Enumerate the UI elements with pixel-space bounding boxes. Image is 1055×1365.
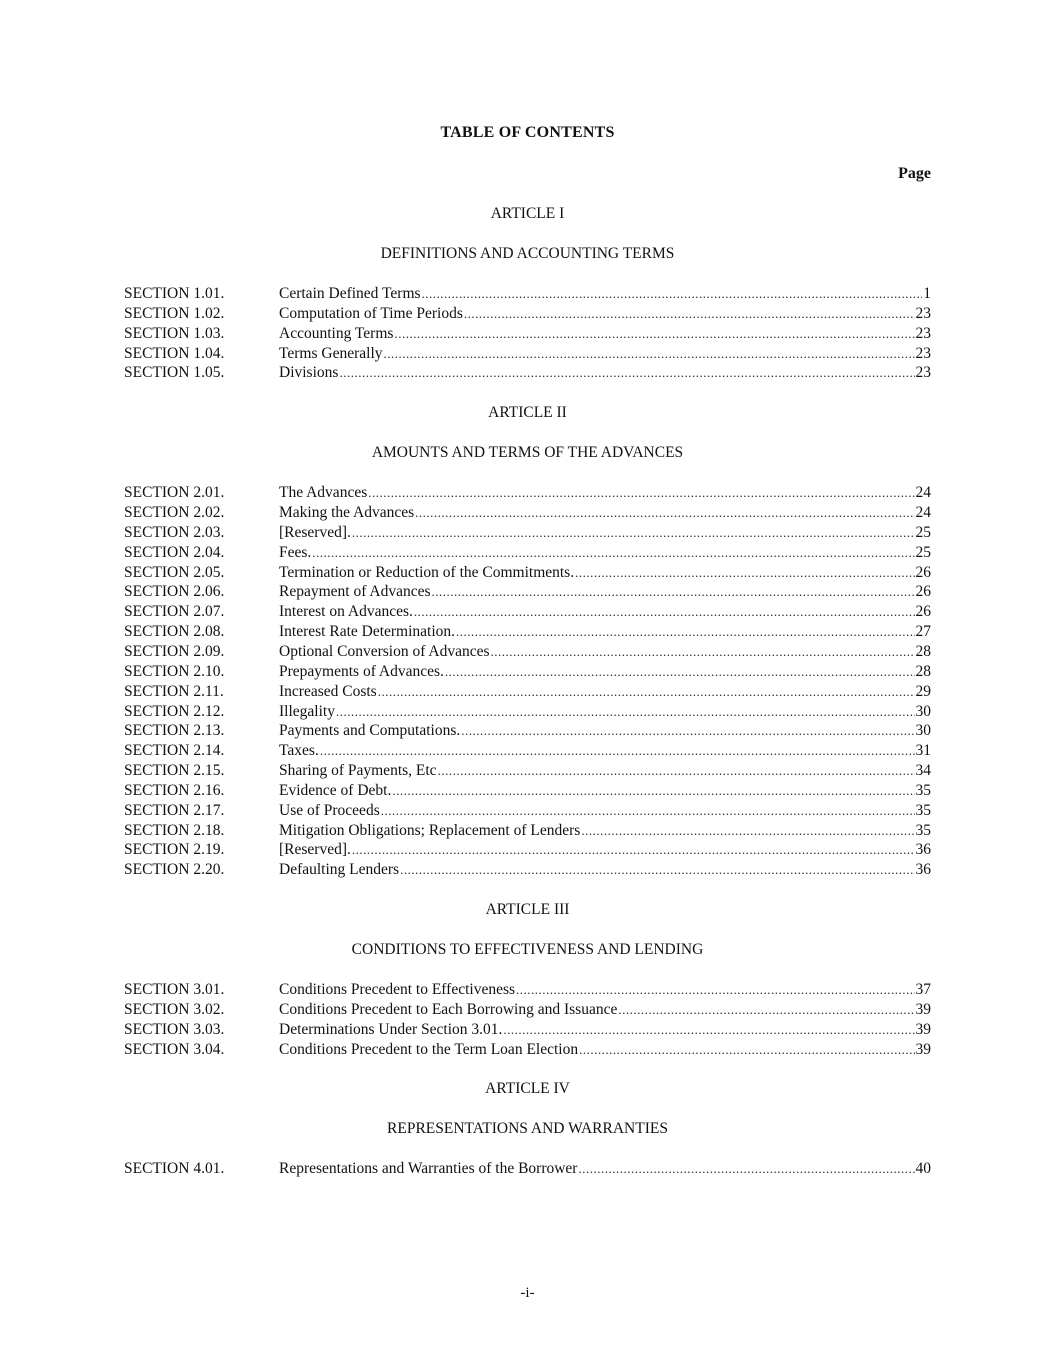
section-number: SECTION 2.17. xyxy=(124,801,225,819)
section-list xyxy=(124,1159,931,1179)
toc-entry[interactable] xyxy=(124,523,931,543)
section-title: Conditions Precedent to Each Borrowing and Issuance xyxy=(279,1000,618,1018)
dot-leader xyxy=(618,1000,914,1020)
toc-entry[interactable] xyxy=(124,344,931,364)
dot-leader xyxy=(368,483,914,503)
section-page-number: 35 xyxy=(915,801,931,819)
section-number: SECTION 4.01. xyxy=(124,1160,225,1178)
toc-title: TABLE OF CONTENTS xyxy=(440,124,615,141)
toc-entry[interactable] xyxy=(124,363,931,383)
section-page-number: 26 xyxy=(915,603,931,621)
section-title: Representations and Warranties of the Borrower xyxy=(279,1160,578,1178)
section-title: Payments and Computations. xyxy=(279,722,461,740)
section-number: SECTION 2.13. xyxy=(124,722,225,740)
toc-entry[interactable] xyxy=(124,860,931,880)
toc-article xyxy=(124,403,931,880)
section-page-number: 29 xyxy=(915,682,931,700)
toc-entry[interactable] xyxy=(124,781,931,801)
section-page-number: 36 xyxy=(915,841,931,859)
section-number: SECTION 2.19. xyxy=(124,841,225,859)
section-page-number: 24 xyxy=(915,504,931,522)
dot-leader xyxy=(400,860,914,880)
article-heading: ARTICLE I xyxy=(490,205,565,222)
section-number: SECTION 3.01. xyxy=(124,981,225,999)
dot-leader xyxy=(415,503,914,523)
section-page-number: 25 xyxy=(915,523,931,541)
section-page-number: 37 xyxy=(915,981,931,999)
section-page-number: 23 xyxy=(915,344,931,362)
section-number: SECTION 2.20. xyxy=(124,861,225,879)
toc-entry[interactable] xyxy=(124,801,931,821)
section-title: Increased Costs xyxy=(279,682,377,700)
section-number: SECTION 3.02. xyxy=(124,1000,225,1018)
toc-content xyxy=(124,204,931,1199)
dot-leader xyxy=(384,344,915,364)
section-title: Interest Rate Determination. xyxy=(279,623,456,641)
dot-leader xyxy=(432,582,915,602)
section-number: SECTION 1.02. xyxy=(124,304,225,322)
section-title: Repayment of Advances xyxy=(279,583,431,601)
toc-entry[interactable] xyxy=(124,602,931,622)
section-number: SECTION 1.05. xyxy=(124,364,225,382)
section-number: SECTION 1.03. xyxy=(124,324,225,342)
section-title: Accounting Terms xyxy=(279,324,394,342)
dot-leader xyxy=(352,840,915,860)
section-page-number: 36 xyxy=(915,861,931,879)
section-title: Computation of Time Periods xyxy=(279,304,463,322)
toc-entry[interactable] xyxy=(124,503,931,523)
toc-entry[interactable] xyxy=(124,821,931,841)
section-title: Optional Conversion of Advances xyxy=(279,642,490,660)
section-page-number: 1 xyxy=(923,285,931,302)
section-title: Illegality xyxy=(279,702,335,720)
dot-leader xyxy=(312,543,914,563)
section-title: Termination or Reduction of the Commitments. xyxy=(279,563,575,581)
section-number: SECTION 1.01. xyxy=(124,285,225,302)
toc-entry[interactable] xyxy=(124,304,931,324)
toc-article xyxy=(124,1079,931,1179)
section-title: The Advances xyxy=(279,484,368,502)
section-page-number: 30 xyxy=(915,702,931,720)
dot-leader xyxy=(414,602,915,622)
section-list xyxy=(124,284,931,383)
section-page-number: 40 xyxy=(915,1160,931,1178)
toc-entry[interactable] xyxy=(124,622,931,642)
section-number: SECTION 3.04. xyxy=(124,1040,225,1058)
dot-leader xyxy=(320,741,915,761)
section-number: SECTION 2.04. xyxy=(124,543,225,561)
section-list xyxy=(124,980,931,1059)
dot-leader xyxy=(394,324,914,344)
article-title: REPRESENTATIONS AND WARRANTIES xyxy=(387,1120,668,1138)
article-title: DEFINITIONS AND ACCOUNTING TERMS xyxy=(380,245,675,262)
dot-leader xyxy=(392,781,914,801)
dot-leader xyxy=(445,662,915,682)
dot-leader xyxy=(491,642,915,662)
section-page-number: 25 xyxy=(915,543,931,561)
toc-entry[interactable] xyxy=(124,543,931,563)
dot-leader xyxy=(381,801,915,821)
article-heading: ARTICLE IV xyxy=(485,1080,570,1098)
section-page-number: 27 xyxy=(915,623,931,641)
toc-entry[interactable] xyxy=(124,1040,931,1060)
toc-entry[interactable] xyxy=(124,1000,931,1020)
dot-leader xyxy=(438,761,915,781)
section-number: SECTION 3.03. xyxy=(124,1020,225,1038)
article-heading: ARTICLE II xyxy=(488,404,567,422)
section-number: SECTION 2.14. xyxy=(124,742,225,760)
section-page-number: 23 xyxy=(915,304,931,322)
article-title: CONDITIONS TO EFFECTIVENESS AND LENDING xyxy=(351,941,704,959)
dot-leader xyxy=(578,1159,914,1179)
section-page-number: 35 xyxy=(915,821,931,839)
toc-article xyxy=(124,900,931,1059)
article-title: AMOUNTS AND TERMS OF THE ADVANCES xyxy=(371,444,684,462)
section-title: Mitigation Obligations; Replacement of Lenders xyxy=(279,821,581,839)
toc-entry[interactable] xyxy=(124,702,931,722)
dot-leader xyxy=(503,1020,914,1040)
section-title: [Reserved]. xyxy=(279,841,351,859)
toc-entry[interactable] xyxy=(124,682,931,702)
toc-article xyxy=(124,204,931,383)
section-number: SECTION 2.05. xyxy=(124,563,225,581)
section-title: Determinations Under Section 3.01. xyxy=(279,1020,503,1038)
section-number: SECTION 2.08. xyxy=(124,623,225,641)
section-title: Taxes. xyxy=(279,742,319,760)
dot-leader xyxy=(352,523,915,543)
section-page-number: 35 xyxy=(915,781,931,799)
toc-entry[interactable] xyxy=(124,582,931,602)
section-page-number: 26 xyxy=(915,563,931,581)
section-number: SECTION 2.15. xyxy=(124,762,225,780)
toc-entry[interactable] xyxy=(124,642,931,662)
section-page-number: 30 xyxy=(915,722,931,740)
dot-leader xyxy=(336,702,915,722)
section-page-number: 26 xyxy=(915,583,931,601)
toc-entry[interactable] xyxy=(124,761,931,781)
page-column-label: Page xyxy=(898,165,931,182)
toc-entry[interactable] xyxy=(124,1159,931,1179)
article-heading: ARTICLE III xyxy=(485,901,570,919)
toc-entry[interactable] xyxy=(124,1020,931,1040)
section-title: Conditions Precedent to Effectiveness xyxy=(279,981,516,999)
section-title: Divisions xyxy=(279,364,339,382)
section-page-number: 39 xyxy=(915,1040,931,1058)
dot-leader xyxy=(516,980,914,1000)
section-page-number: 34 xyxy=(915,762,931,780)
dot-leader xyxy=(461,721,914,741)
section-number: SECTION 2.18. xyxy=(124,821,225,839)
section-title: Sharing of Payments, Etc xyxy=(279,762,437,780)
dot-leader xyxy=(464,304,915,324)
dot-leader xyxy=(579,1040,914,1060)
section-number: SECTION 2.07. xyxy=(124,603,225,621)
section-title: Evidence of Debt. xyxy=(279,781,392,799)
section-page-number: 31 xyxy=(915,742,931,760)
section-number: SECTION 2.12. xyxy=(124,702,225,720)
toc-entry[interactable] xyxy=(124,980,931,1000)
section-number: SECTION 2.02. xyxy=(124,504,225,522)
page-number-footer: -i- xyxy=(520,1285,535,1301)
section-title: [Reserved]. xyxy=(279,523,351,541)
section-number: SECTION 2.09. xyxy=(124,642,225,660)
dot-leader xyxy=(339,363,914,383)
section-title: Making the Advances xyxy=(279,504,415,522)
section-number: SECTION 2.03. xyxy=(124,523,225,541)
section-title: Fees. xyxy=(279,543,312,561)
section-page-number: 24 xyxy=(915,484,931,502)
section-number: SECTION 2.01. xyxy=(124,484,225,502)
toc-entry[interactable] xyxy=(124,284,931,304)
toc-entry[interactable] xyxy=(124,324,931,344)
toc-entry[interactable] xyxy=(124,741,931,761)
section-number: SECTION 2.06. xyxy=(124,583,225,601)
section-list xyxy=(124,483,931,880)
section-page-number: 23 xyxy=(915,324,931,342)
section-page-number: 28 xyxy=(915,662,931,680)
dot-leader xyxy=(575,563,914,583)
section-title: Certain Defined Terms xyxy=(279,285,421,302)
section-page-number: 28 xyxy=(915,642,931,660)
dot-leader xyxy=(422,284,923,304)
section-number: SECTION 2.10. xyxy=(124,662,225,680)
section-page-number: 39 xyxy=(915,1020,931,1038)
toc-entry[interactable] xyxy=(124,662,931,682)
toc-entry[interactable] xyxy=(124,483,931,503)
dot-leader xyxy=(456,622,914,642)
section-title: Use of Proceeds xyxy=(279,801,380,819)
toc-entry[interactable] xyxy=(124,563,931,583)
section-number: SECTION 2.16. xyxy=(124,781,225,799)
dot-leader xyxy=(581,821,914,841)
section-title: Interest on Advances. xyxy=(279,603,413,621)
section-title: Prepayments of Advances. xyxy=(279,662,444,680)
section-title: Conditions Precedent to the Term Loan Election xyxy=(279,1040,579,1058)
toc-entry[interactable] xyxy=(124,721,931,741)
section-page-number: 23 xyxy=(915,364,931,382)
section-title: Defaulting Lenders xyxy=(279,861,400,879)
dot-leader xyxy=(378,682,915,702)
toc-entry[interactable] xyxy=(124,840,931,860)
section-page-number: 39 xyxy=(915,1000,931,1018)
section-number: SECTION 1.04. xyxy=(124,344,225,362)
section-number: SECTION 2.11. xyxy=(124,682,224,700)
section-title: Terms Generally xyxy=(279,344,383,362)
